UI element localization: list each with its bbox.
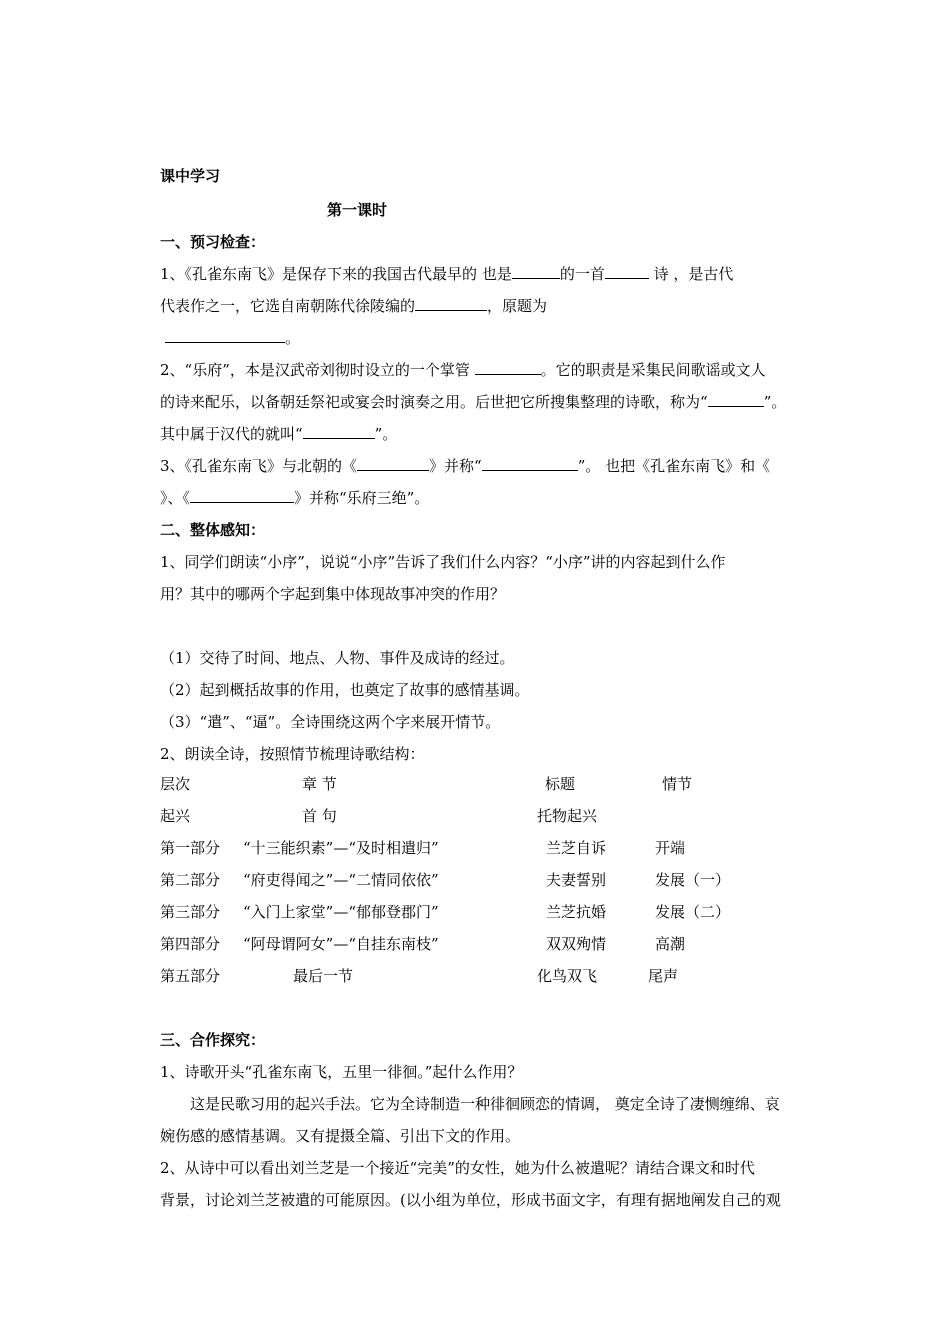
section-1-title: 一、预习检查： bbox=[160, 233, 266, 251]
s3-q2-line-2: 背景，讨论刘兰芝被遣的可能原因。(以小组为单位，形成书面文字，有理有据地阐发自己的观 bbox=[160, 1191, 781, 1209]
cell-chapter: “十三能织素”—“及时相遣归” bbox=[243, 839, 439, 857]
q3-line-1: 3、《孔雀东南飞》与北朝的《 》并称“ ”。 也把《孔雀东南飞》和《 bbox=[160, 457, 771, 475]
cell-chapter: “阿母谓阿女”—“自挂东南枝” bbox=[243, 935, 439, 953]
blank[interactable] bbox=[165, 328, 285, 343]
q1-line-1: 1、《孔雀东南飞》是保存下来的我国古代最早的 也是 的一首 诗 ，是古代 bbox=[160, 265, 734, 283]
blank[interactable] bbox=[415, 296, 487, 311]
header-title: 标题 bbox=[545, 775, 576, 793]
header-level: 层次 bbox=[160, 775, 191, 793]
s3-q2-line-1: 2、从诗中可以看出刘兰芝是一个接近“完美”的女性，她为什么被遣呢？请结合课文和时代 bbox=[160, 1159, 755, 1177]
q1-line-3: 。 bbox=[165, 328, 845, 348]
blank[interactable] bbox=[482, 456, 578, 471]
section-3-title: 三、合作探究： bbox=[160, 1031, 266, 1049]
cell-level: 第三部分 bbox=[160, 903, 221, 921]
cell-plot: 发展（一） bbox=[655, 871, 731, 889]
cell-plot: 发展（二） bbox=[655, 903, 731, 921]
cell-chapter: 首 句 bbox=[302, 807, 337, 825]
cell-level: 起兴 bbox=[160, 807, 191, 825]
blank[interactable] bbox=[190, 488, 294, 503]
cell-title: 兰芝抗婚 bbox=[546, 903, 607, 921]
lesson-title: 第一课时 bbox=[327, 201, 388, 219]
cell-chapter: “府吏得闻之”—“二情同依依” bbox=[243, 871, 439, 889]
s3-q1: 1、诗歌开头“孔雀东南飞，五里一徘徊。”起什么作用？ bbox=[160, 1063, 523, 1081]
blank[interactable] bbox=[357, 456, 429, 471]
cell-title: 夫妻誓别 bbox=[546, 871, 607, 889]
cell-chapter: “入门上家堂”—“郁郁登郡门” bbox=[243, 903, 439, 921]
s2-q1-line-2: 用？其中的哪两个字起到集中体现故事冲突的作用？ bbox=[160, 585, 506, 603]
cell-plot: 高潮 bbox=[655, 935, 686, 953]
cell-plot: 尾声 bbox=[648, 967, 679, 985]
blank[interactable] bbox=[605, 264, 649, 279]
cell-plot: 开端 bbox=[655, 839, 686, 857]
cell-level: 第一部分 bbox=[160, 839, 221, 857]
cell-level: 第二部分 bbox=[160, 871, 221, 889]
cell-level: 第四部分 bbox=[160, 935, 221, 953]
q1-line-2: 代表作之一，它选自南朝陈代徐陵编的 ，原题为 bbox=[160, 297, 548, 315]
blank[interactable] bbox=[708, 392, 764, 407]
s3-answer-1-line-2: 婉伤感的感情基调。又有提摄全篇、引出下文的作用。 bbox=[160, 1127, 521, 1145]
cell-title: 双双殉情 bbox=[546, 935, 607, 953]
cell-title: 托物起兴 bbox=[537, 807, 598, 825]
s2-q1-line-1: 1、同学们朗读“小序”，说说“小序”告诉了我们什么内容？“小序”讲的内容起到什么作 bbox=[160, 553, 726, 571]
cell-title: 兰芝自诉 bbox=[546, 839, 607, 857]
cell-chapter: 最后一节 bbox=[293, 967, 354, 985]
blank[interactable] bbox=[303, 424, 375, 439]
blank[interactable] bbox=[512, 264, 560, 279]
blank[interactable] bbox=[475, 360, 541, 375]
s2-answer-1: （1）交待了时间、地点、人物、事件及成诗的经过。 bbox=[160, 649, 515, 667]
cell-title: 化鸟双飞 bbox=[537, 967, 598, 985]
section-2-title: 二、整体感知： bbox=[160, 521, 266, 539]
s3-answer-1-line-1: 这是民歌习用的起兴手法。它为全诗制造一种徘徊顾恋的情调， 奠定全诗了凄恻缠绵、哀 bbox=[190, 1095, 780, 1113]
q3-line-2: 》、《 》并称“乐府三绝”。 bbox=[160, 489, 430, 507]
s2-answer-2: （2）起到概括故事的作用，也奠定了故事的感情基调。 bbox=[160, 681, 530, 699]
header-plot: 情节 bbox=[662, 775, 693, 793]
header-chapter: 章 节 bbox=[302, 775, 337, 793]
q2-line-2: 的诗来配乐，以备朝廷祭祀或宴会时演奏之用。后世把它所搜集整理的诗歌，称为“ ”。 bbox=[160, 393, 787, 411]
section-heading: 课中学习 bbox=[160, 167, 221, 185]
s2-answer-3: （3）“遣”、“逼”。全诗围绕这两个字来展开情节。 bbox=[160, 713, 501, 731]
q2-line-1: 2、“乐府”，本是汉武帝刘彻时设立的一个掌管 。它的职责是采集民间歌谣或文人 bbox=[160, 361, 766, 379]
cell-level: 第五部分 bbox=[160, 967, 221, 985]
s2-q2: 2、朗读全诗，按照情节梳理诗歌结构： bbox=[160, 745, 425, 763]
q2-line-3: 其中属于汉代的就叫“ ”。 bbox=[160, 425, 398, 443]
